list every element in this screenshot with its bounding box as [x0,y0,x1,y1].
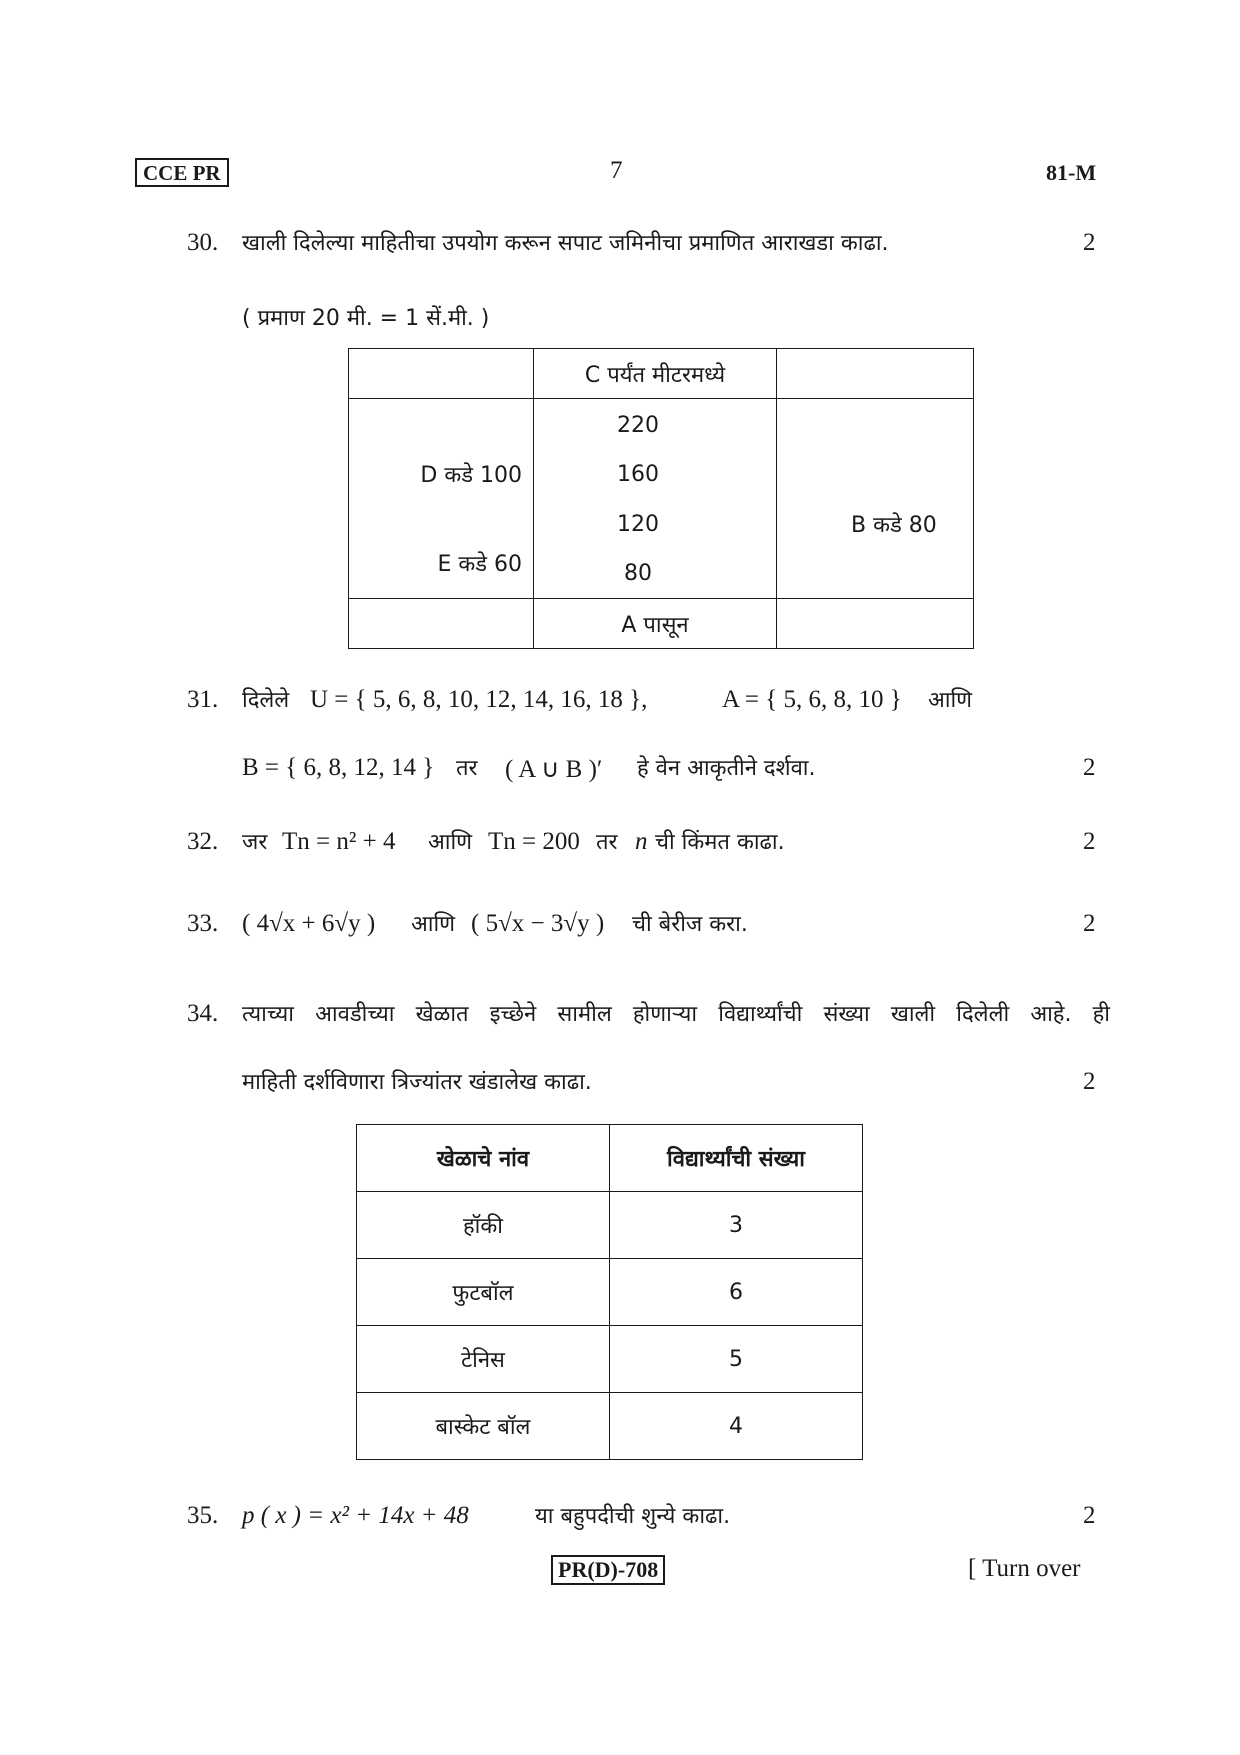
q32-number: 32. [187,828,219,855]
q33-expression-1: ( 4√x + 6√y ) [242,910,376,937]
q30-scale: ( प्रमाण 20 मी. = 1 सें.मी. ) [242,306,490,331]
survey-table [348,348,974,649]
survey-table-bottom-left [349,599,534,649]
student-count: 4 [610,1393,863,1460]
table-row [357,1326,863,1393]
survey-table-corner-right [777,349,974,399]
table-row [357,1192,863,1259]
sports-table-header-game: खेळाचे नांव [357,1125,610,1192]
q32-formula: Tn = n² + 4 [282,828,396,855]
offset-b: B कडे 80 [851,513,937,538]
q30-marks: 2 [1083,229,1096,256]
sports-table-header-count: विद्यार्थ्यांची संख्या [610,1125,863,1192]
q33-marks: 2 [1083,910,1096,937]
turn-over: [ Turn over [968,1555,1081,1582]
q34-line-1: त्याच्या आवडीच्या खेळात इच्छेने सामील होणाऱ्या विद्यार्थ्यांची संख्या खाली दिलेली आहे. ही [242,1002,1110,1027]
survey-right-offsets [777,399,974,599]
footer-code: PR(D)-708 [551,1555,665,1585]
q35-expression: p ( x ) = x² + 14x + 48 [242,1502,469,1529]
q33-expression-2: ( 5√x − 3√y ) [471,910,605,937]
q30-text: खाली दिलेल्या माहितीचा उपयोग करून सपाट जमिनीचा प्रमाणित आराखडा काढा. [242,231,889,256]
chainage-value: 120 [617,512,659,537]
offset-e: E कडे 60 [437,552,522,577]
q35-marks: 2 [1083,1502,1096,1529]
q31-number: 31. [187,686,219,713]
chainage-value: 80 [624,561,652,586]
q32-marks: 2 [1083,828,1096,855]
table-row [357,1393,863,1460]
q34-line-2: माहिती दर्शविणारा त्रिज्यांतर खंडालेख काढा. [242,1070,592,1095]
survey-table-corner [349,349,534,399]
survey-table-header: C पर्यंत मीटरमध्ये [534,349,777,399]
page-number: 7 [610,157,623,184]
q33-conj: आणि [411,912,456,937]
q33-instruction: ची बेरीज करा. [632,912,748,937]
q31-set-b: B = { 6, 8, 12, 14 } [242,754,435,781]
q35-number: 35. [187,1502,219,1529]
game-name: बास्केट बॉल [357,1393,610,1460]
survey-table-bottom-right [777,599,974,649]
q34-marks: 2 [1083,1068,1096,1095]
sports-table [356,1124,863,1460]
q30-number: 30. [187,229,219,256]
q31-instruction: हे वेन आकृतीने दर्शवा. [637,756,816,781]
chainage-value: 160 [617,462,659,487]
q32-var: n [635,828,648,855]
q32-instruction: ची किंमत काढा. [655,830,785,855]
student-count: 6 [610,1259,863,1326]
q32-if: जर [242,830,268,855]
survey-table-footer: A पासून [534,599,777,649]
student-count: 5 [610,1326,863,1393]
chainage-value: 220 [617,413,659,438]
game-name: फुटबॉल [357,1259,610,1326]
game-name: हॉकी [357,1192,610,1259]
survey-left-offsets [349,399,534,599]
q32-then: तर [596,830,618,855]
series-label: CCE PR [135,158,229,187]
q31-set-a: A = { 5, 6, 8, 10 } [722,686,902,713]
q31-then: तर [456,756,478,781]
q31-expression: ( A ∪ B )′ [505,756,603,783]
q31-marks: 2 [1083,754,1096,781]
q35-instruction: या बहुपदीची शुन्ये काढा. [535,1504,731,1529]
game-name: टेनिस [357,1326,610,1393]
q31-prefix: दिलेले [242,688,290,713]
q32-given: Tn = 200 [488,828,580,855]
q31-conj: आणि [928,688,973,713]
survey-chainage-column [534,399,777,599]
offset-d: D कडे 100 [420,463,522,488]
q31-universal-set: U = { 5, 6, 8, 10, 12, 14, 16, 18 }, [310,686,648,713]
student-count: 3 [610,1192,863,1259]
table-row [357,1259,863,1326]
q32-conj: आणि [428,830,473,855]
q33-number: 33. [187,910,219,937]
q34-number: 34. [187,1000,219,1027]
paper-code: 81-M [1046,160,1097,185]
